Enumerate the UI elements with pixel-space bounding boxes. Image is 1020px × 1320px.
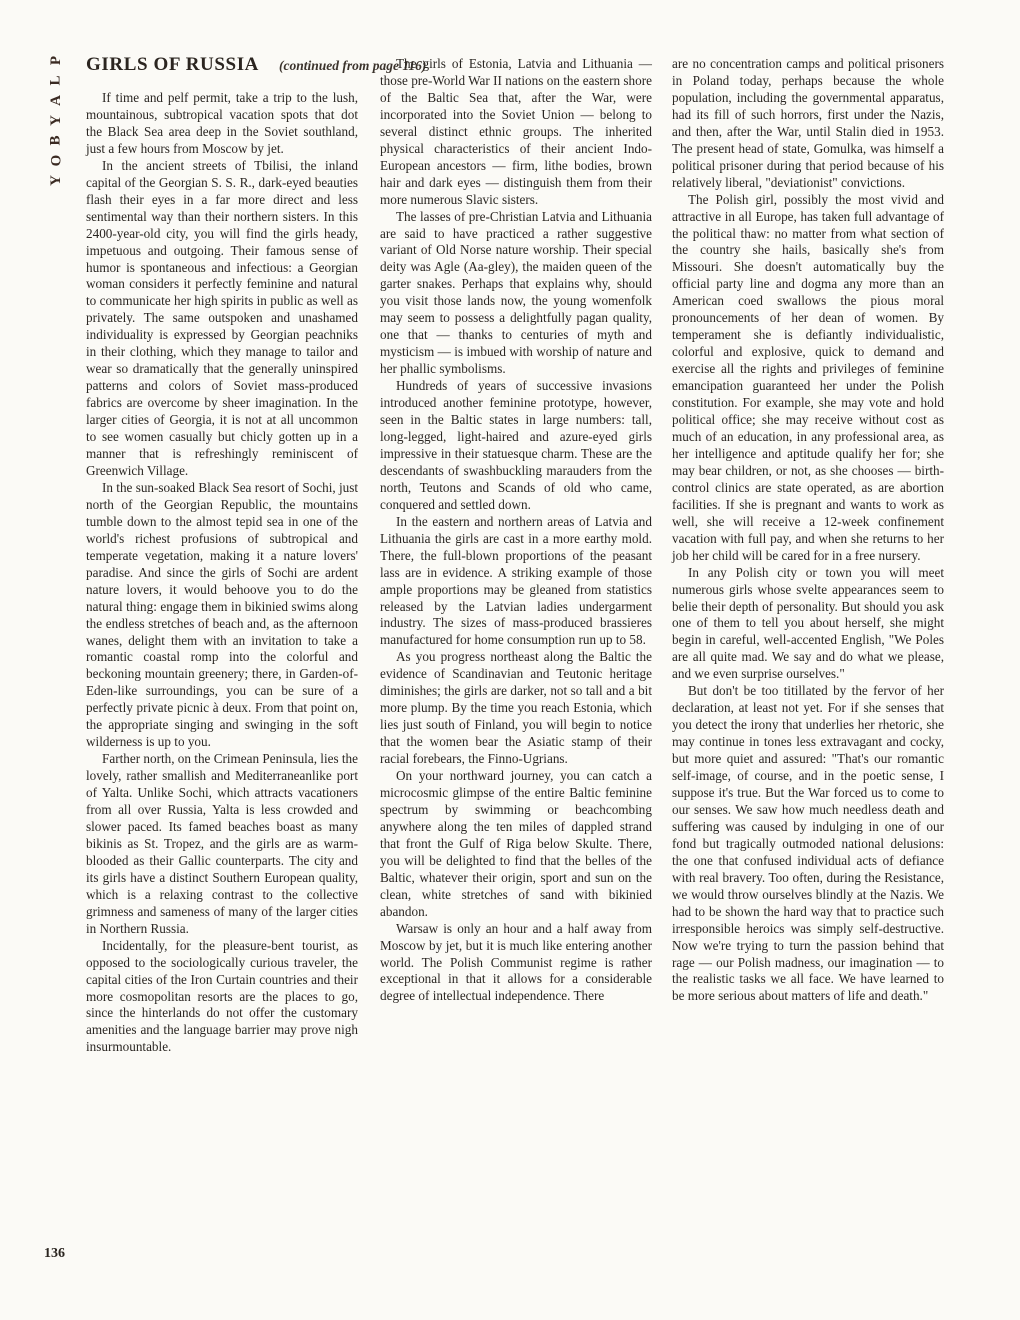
continued-note: (continued from page 116) [279,58,427,73]
masthead-letter: P [47,54,64,66]
paragraph: In any Polish city or town you will meet numerous girls whose svelte appearances seem to belie their depth of personality. But should you ask one of them to tell you about herself, she might begin in careful, well-accented English, "We Poles are all quite mad. We say and do what we please, and we even surprise ourselves." [672,564,944,682]
paragraph: In the sun-soaked Black Sea resort of Sochi, just north of the Georgian Republic, the mountains tumble down to the almost tepid sea in one of the world's richest profusions of subtropical and temperate vegetation, making it a nature lovers' paradise. And since the girls of Sochi are ardent nature lovers, it would behoove you to do the natural thing: engage them in bikinied swims along the endless stretches of beach and, as the afternoon wanes, delight them with an invitation to take a romantic coastal romp into the colorful and beckoning mountain greenery; there, in Garden-of-Eden-like surroundings, you can be sure of a perfectly private picnic à deux. From that point on, the appropriate singing and swinging in the soft wilderness is up to you. [86,479,359,750]
paragraph: On your northward journey, you can catch a microcosmic glimpse of the entire Baltic feminine spectrum by swimming or beachcombing anywhere along the ten miles of dappled strand that front the Gulf of Riga below Skulte. There, you will be delighted to find that the belles of the Baltic, whatever their origin, sport and sun on the clean, white stretches of sand with bikinied abandon. [380,768,652,919]
paragraph: In the eastern and northern areas of Latvia and Lithuania the girls are cast in a more earthy mold. There, the full-blown proportions of the peasant lass are in evidence. A striking example of those ample proportions may be gleaned from statistics released by the Latvian ladies undergarment industry. The sizes of mass-produced brassieres manufactured for home consumption run up to 58. [380,513,652,648]
article-title: GIRLS OF RUSSIA [86,54,260,75]
paragraph: The lasses of pre-Christian Latvia and Lithuania are said to have practiced a rather suggestive variant of Old Norse nature worship. Their special deity was Agle (Aa-gley), the maiden queen of the garter snakes. Perhaps that explains why, should you visit those lands now, the young womenfolk may seem to possess a delightfully pagan quality, one that — thanks to centuries of myth and mysticism — is imbued with worship of nature and her phallic symbolisms. [380,208,652,377]
text-column-2 [380,56,652,1005]
paragraph: In the ancient streets of Tbilisi, the inland capital of the Georgian S. S. R., dark-eyed beauties flash their eyes in a far more direct and less sentimental way than their northern sisters. In this 2400-year-old city, you will find the girls heady, impetuous and outgoing. Their famous sense of humor is spontaneous and infectious: a Georgian woman considers it perfectly feminine and natural to communicate her high spirits in public as well as privately. The same outspoken and unashamed individuality is expressed by Georgian peachniks in their clothing, which they manage to tailor and wear so dramatically that the generally uninspired patterns and colors of Soviet mass-produced fabrics are overcome by sheer imagination. In the larger cities of Georgia, it is not at all uncommon to see women casually but chicly gotten up in a manner that is refreshingly reminiscent of Greenwich Village. [86,157,358,478]
paragraph: As you progress northeast along the Baltic the evidence of Scandinavian and Teutonic heritage diminishes; the girls are darker, not so tall and a bit more plump. By the time you reach Estonia, which lies just south of Finland, you will begin to notice that the women bear the Asiatic stamp of their racial forebears, the Finno-Ugrians. [380,649,652,767]
paragraph: But don't be too titillated by the fervor of her declaration, at least not yet. For if she senses that you detect the irony that underlies her rhetoric, she may continue in tones less extravagant and cocky, but more quiet and assured: "That's our romantic self-image, of course, and in the poetic sense, I suppose it's true. But the War forced us to come to our senses. We saw how much needless death and suffering was caused by indulging in one of our fond but tragically outmoded national delusions: the one that confused individual acts of defiance with real bravery. Too often, during the Resistance, we would throw ourselves blindly at the Nazis. We had to be shown the hard way that to practice such irresponsible heroics was simply self-destructive. Now we're trying to turn the passion behind that rage — our Polish madness, our imagination — to the realistic tasks we all face. We have learned to be more serious about matters of life and death." [672,683,944,1004]
masthead-letter: B [47,134,64,146]
text-column-1 [86,90,358,1056]
playboy-masthead [42,50,70,190]
paragraph: are no concentration camps and political prisoners in Poland today, perhaps because the whole population, including the governmental apparatus, had its fill of such horrors, first under the Nazis, and then, after the War, until Stalin died in 1953. The present head of state, Gomulka, was himself a political prisoner during that period because of his relatively liberal, "deviationist" convictions. [672,56,944,190]
paragraph: Farther north, on the Crimean Peninsula, lies the lovely, rather smallish and Mediterraneanlike port of Yalta. Unlike Sochi, which attracts vacationers from all over Russia, Yalta is less crowded and slower paced. Its famed beaches boast as many bikinis as St. Tropez, and the girls are as warm-blooded as their Gallic counterparts. The city and its girls have a distinct Southern European quality, which is a relaxing contrast to the collective grimness and sameness of many of the larger cities in Northern Russia. [86,751,359,936]
masthead-letter: O [47,153,64,167]
masthead-letter: A [48,94,64,106]
paragraph: Warsaw is only an hour and a half away from Moscow by jet, but it is much like entering another world. The Polish Communist regime is rather exceptional in that it allows for a considerable degree of intellectual independence. There [380,920,652,1004]
masthead-letter: L [47,74,64,86]
masthead-letter: Y [48,114,64,126]
page-number: 136 [44,1246,65,1261]
paragraph: Hundreds of years of successive invasions introduced another feminine prototype, however, seen in the Baltic states in large numbers: tall, long-legged, light-haired and azure-eyed girls impressive in their statuesque charm. These are the descendants of swashbuckling marauders from the north, Teutons and Scands of old who came, conquered and settled down. [380,378,652,512]
text-column-3 [672,56,944,1005]
paragraph: Incidentally, for the pleasure-bent tourist, as opposed to the sociologically curious traveler, the capital cities of the Iron Curtain countries and their more cosmopolitan resorts are the places to go, since the hinterlands do not offer the customary amenities and the language barrier may prove nigh insurmountable. [86,937,358,1055]
masthead-letter: Y [48,174,64,186]
paragraph: The girls of Estonia, Latvia and Lithuania — those pre-World War II nations on the eastern shore of the Baltic Sea that, after the War, were incorporated into the Soviet Union — belong to several distinct ethnic groups. The inherited physical characteristics of their ancient Indo-European ancestors — firm, lithe bodies, brown hair and dark eyes — distinguish them from their more numerous Slavic sisters. [380,56,652,207]
paragraph: If time and pelf permit, take a trip to the lush, mountainous, subtropical vacation spots that dot the Black Sea area deep in the Soviet southland, just a few hours from Moscow by jet. [86,90,358,156]
paragraph: The Polish girl, possibly the most vivid and attractive in all Europe, has taken full advantage of the political thaw: no matter from what section of the country she hails, basically she's from Missouri. She doesn't automatically buy the official party line and dogma any more than an American coed swallows the pious moral pronouncements of her dean of women. By temperament she is defiantly individualistic, colorful and explosive, quick to demand and exercise all the rights and privileges of feminine emancipation guaranteed her under the Polish constitution. For example, she may vote and hold political office; she may receive without cost as much of an education, in any professional area, as her intelligence and aptitude qualify her for; she may bear children, or not, as she chooses — birth-control clinics are state operated, as are abortion facilities. If she is pregnant and wants to work as well, she will receive a 12-week confinement vacation with full pay, and when she returns to her job her child will be cared for in a free nursery. [672,191,944,563]
